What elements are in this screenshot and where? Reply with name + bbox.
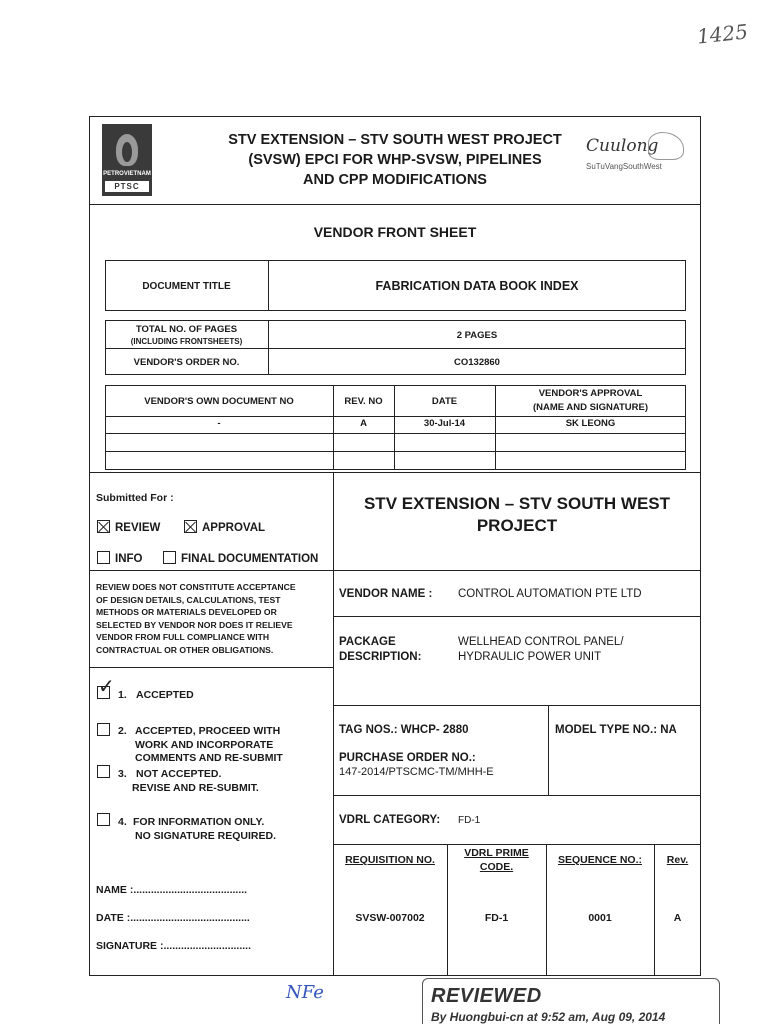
package-value: WELLHEAD CONTROL PANEL/ [458,636,624,648]
requisition-value: SVSW-007002 [355,912,425,924]
petrovietnam-logo: PETROVIETNAM PTSC [102,124,152,196]
pages-label-sub: (INCLUDING FRONTSHEETS) [130,337,243,346]
vdrl-category-label: VDRL CATEGORY: [339,814,441,826]
final-documentation-checkbox[interactable] [163,551,176,564]
document-title-label: DOCUMENT TITLE [142,281,231,292]
vdrl-category-value: FD-1 [458,815,481,826]
status-2-num: 2. [118,725,127,737]
rev-header: Rev. [666,854,689,866]
order-value: CO132860 [454,357,500,368]
final-documentation-label: FINAL DOCUMENTATION [181,553,319,565]
status-4-label: FOR INFORMATION ONLY. NO SIGNATURE REQUIRED. [133,816,276,842]
reviewed-stamp: REVIEWED By Huongbui-cn at 9:52 am, Aug 09, 2014 [422,978,720,1024]
requisition-header: REQUISITION NO. [345,854,435,866]
vdrl-prime-header: VDRL PRIME [464,847,529,859]
name-field[interactable]: NAME :....................................... [96,884,248,896]
checkmark-icon: ✓ [98,676,115,698]
col-header-date: DATE [431,396,458,407]
project-title: STV EXTENSION – STV SOUTH WEST PROJECT [363,494,671,535]
vendor-name-label: VENDOR NAME : [339,588,433,600]
sequence-header: SEQUENCE NO.: [557,854,642,866]
approval-option-label: APPROVAL [202,522,266,534]
approval-checkbox[interactable] [184,520,197,533]
document-frame [89,116,701,976]
status-1-label: ACCEPTED [136,689,194,701]
accepted-proceed-checkbox[interactable] [97,723,110,736]
header-title: STV EXTENSION – STV SOUTH WEST PROJECT (SVSW) EPCI FOR WHP-SVSW, PIPELINES AND CPP MODIFICATIONS [228,132,562,188]
info-only-checkbox[interactable] [97,813,110,826]
package-label: PACKAGE [339,636,396,648]
pages-label: TOTAL NO. OF PAGES [135,324,238,335]
status-4-num: 4. [118,816,127,828]
not-accepted-checkbox[interactable] [97,765,110,778]
purchase-order-label: PURCHASE ORDER NO.: [339,752,476,764]
status-2-label: ACCEPTED, PROCEED WITH WORK AND INCORPORATE COMMENTS AND RE-SUBMIT [135,725,283,764]
package-label-sub: DESCRIPTION: [339,651,422,663]
purchase-order-value: 147-2014/PTSCMC-TM/MHH-E [339,766,494,778]
col-header-rev: REV. NO [344,396,383,407]
col-header-doc-no: VENDOR'S OWN DOCUMENT NO [144,396,294,407]
document-title-value: FABRICATION DATA BOOK INDEX [375,279,579,293]
sheet-title: VENDOR FRONT SHEET [313,224,477,240]
review-option-label: REVIEW [115,522,161,534]
tag-nos: TAG NOS.: WHCP- 2880 [339,724,469,736]
col-header-approval: VENDOR'S APPROVAL [538,388,643,399]
sequence-value: 0001 [588,912,612,924]
review-checkbox[interactable] [97,520,110,533]
signature-field[interactable]: SIGNATURE :.............................. [96,940,251,952]
model-type: MODEL TYPE NO.: NA [555,724,677,736]
submitted-for-label: Submitted For : [96,492,174,504]
review-disclaimer: REVIEW DOES NOT CONSTITUTE ACCEPTANCE OF DESIGN DETAILS, CALCULATIONS, TEST METHODS OR MATERIALS DEVELOPED OR SELECTED BY VENDOR NOR DOES IT RELIEVE VENDOR FROM FULL COMPLIANCE WITH CONTRACTUAL OR OTHER OBLIGATIONS. [96,582,296,655]
package-value-sub: HYDRAULIC POWER UNIT [458,651,602,663]
cuulong-logo: Cuulong SuTuVangSouthWest [586,136,696,171]
handwritten-initials: NFe [286,982,324,1003]
vdrl-prime-value: FD-1 [484,912,509,924]
status-1-num: 1. [118,689,127,701]
info-checkbox[interactable] [97,551,110,564]
status-3-label: NOT ACCEPTED. REVISE AND RE-SUBMIT. [132,768,259,794]
date-field[interactable]: DATE :......................................... [96,912,250,924]
status-3-num: 3. [118,768,127,780]
vendor-name-value: CONTROL AUTOMATION PTE LTD [458,588,642,600]
order-label: VENDOR'S ORDER NO. [133,357,240,368]
vdrl-prime-header-sub: CODE. [479,861,514,873]
cell-doc-no: - [217,418,221,429]
handwritten-page-number: 1425 [695,19,750,49]
cell-date: 30-Jul-14 [423,418,466,429]
pages-value: 2 PAGES [456,330,498,341]
col-header-approval-sub: (NAME AND SIGNATURE) [532,402,649,413]
cell-rev: A [360,418,367,429]
info-option-label: INFO [115,553,143,565]
rev-value: A [673,912,682,924]
cell-approval: SK LEONG [565,418,616,429]
